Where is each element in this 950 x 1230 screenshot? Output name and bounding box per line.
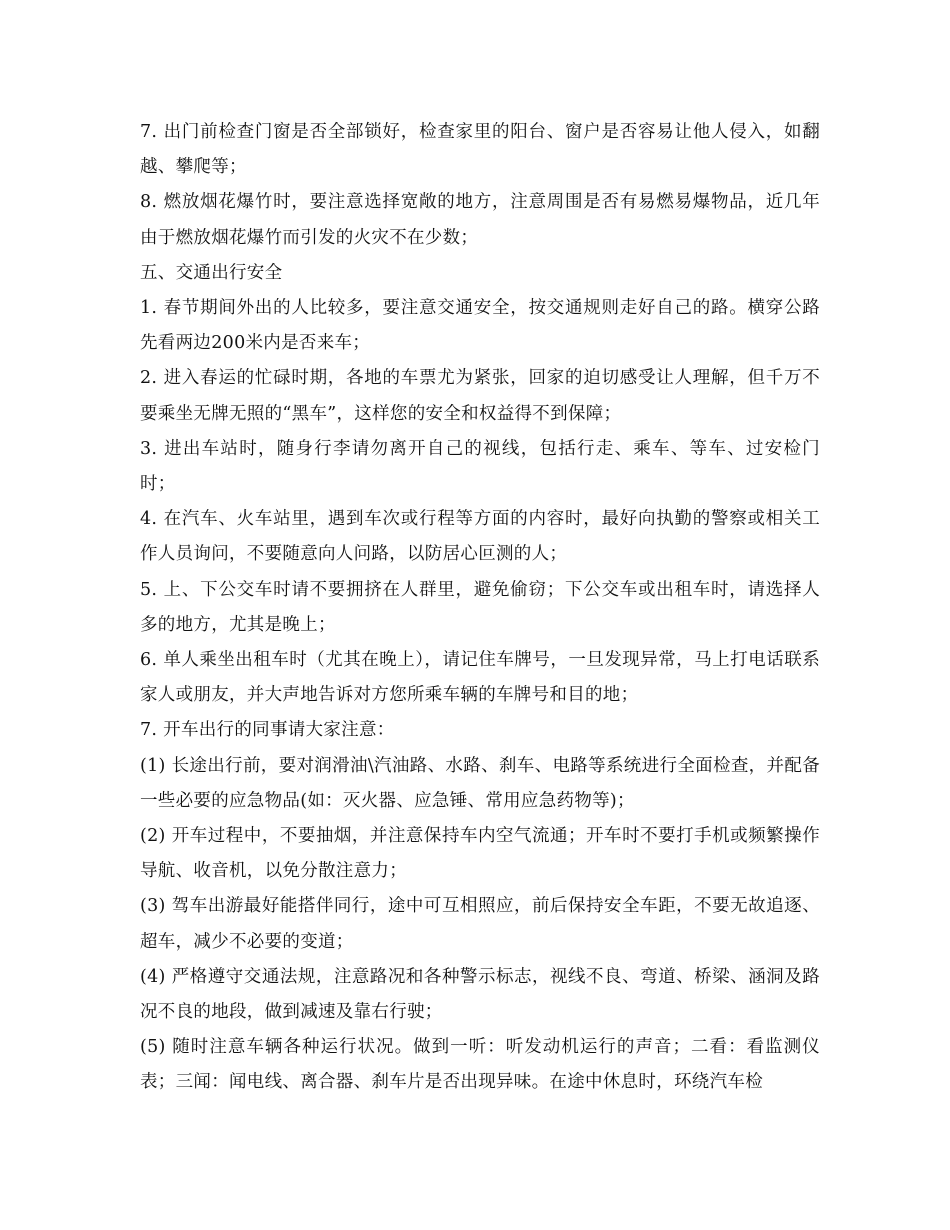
document-body — [140, 115, 820, 1101]
subitem-5-vehicle-status: (5) 随时注意车辆各种运行状况。做到一听：听发动机运行的声音；二看：看监测仪表；三闻：闻电线、离合器、刹车片是否出现异味。在途中休息时，环绕汽车检 — [140, 1037, 820, 1093]
paragraph-item-8-fireworks: 8. 燃放烟花爆竹时，要注意选择宽敞的地方，注意周围是否有易燃易爆物品，近几年由于燃放烟花爆竹而引发的火灾不在少数； — [140, 192, 820, 248]
section-heading-traffic-safety: 五、交通出行安全 — [140, 262, 283, 283]
paragraph-item-5-bus-theft: 5. 上、下公交车时请不要拥挤在人群里，避免偷窃；下公交车或出租车时，请选择人多的地方，尤其是晚上； — [140, 579, 820, 635]
paragraph-item-4-ask-police: 4. 在汽车、火车站里，遇到车次或行程等方面的内容时，最好向执勤的警察或相关工作人员询问，不要随意向人问路，以防居心叵测的人； — [140, 509, 820, 565]
paragraph-item-3-luggage: 3. 进出车站时，随身行李请勿离开自己的视线，包括行走、乘车、等车、过安检门时； — [140, 438, 820, 495]
subitem-1-pre-trip-check: (1) 长途出行前，要对润滑油\汽油路、水路、刹车、电路等系统进行全面检查，并配备一些必要的应急物品(如：灭火器、应急锤、常用应急药物等)； — [140, 755, 820, 811]
subitem-2-no-smoking: (2) 开车过程中，不要抽烟，并注意保持车内空气流通；开车时不要打手机或频繁操作导航、收音机，以免分散注意力； — [140, 826, 820, 882]
paragraph-item-7-driving: 7. 开车出行的同事请大家注意： — [140, 720, 395, 741]
subitem-4-traffic-rules: (4) 严格遵守交通法规，注意路况和各种警示标志，视线不良、弯道、桥梁、涵洞及路况不良的地段，做到减速及靠右行驶； — [140, 966, 820, 1023]
paragraph-item-7-doors-windows: 7. 出门前检查门窗是否全部锁好，检查家里的阳台、窗户是否容易让他人侵入，如翻越、攀爬等； — [140, 122, 820, 178]
subitem-3-companion: (3) 驾车出游最好能搭伴同行，途中可互相照应，前后保持安全车距，不要无故追逐、超车，减少不必要的变道； — [140, 896, 820, 952]
paragraph-item-2-black-cars: 2. 进入春运的忙碌时期，各地的车票尤为紧张，回家的迫切感受让人理解，但千万不要乘坐无牌无照的“黑车”，这样您的安全和权益得不到保障； — [140, 368, 820, 424]
paragraph-item-1-crowds: 1. 春节期间外出的人比较多，要注意交通安全，按交通规则走好自己的路。横穿公路先看两边200米内是否来车； — [140, 298, 820, 354]
paragraph-item-6-taxi: 6. 单人乘坐出租车时（尤其在晚上），请记住车牌号，一旦发现异常，马上打电话联系家人或朋友，并大声地告诉对方您所乘车辆的车牌号和目的地； — [140, 650, 820, 706]
